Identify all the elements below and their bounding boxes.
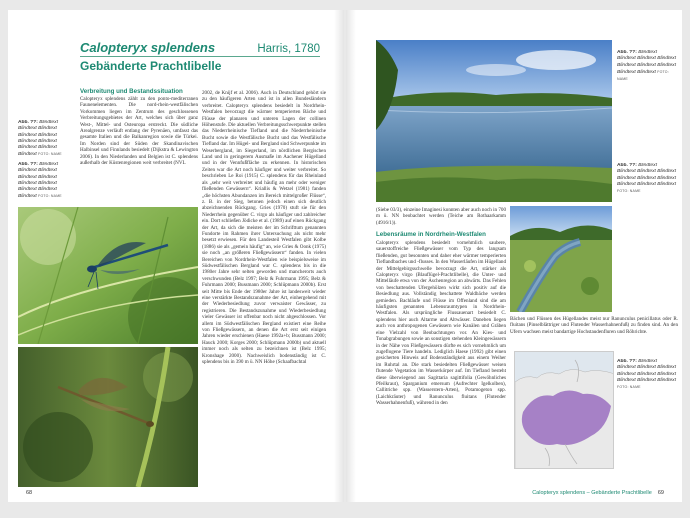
page-footer-left [26,490,32,496]
paragraph-side: Bächen und Flüssen des Hügellandes meist nur Ranunculus penicillatus oder R. fluitans (Pinselblättriger und Flutender Wasserhahnenfuß) zu finden sind. An den Ufern wachsen meist bandartige Hochstaudenfluren und Röhrichte. [510,316,678,335]
paragraph-distribution: Calopteryx splendens zählt zu den ponto-mediterranen Faunenelementen. Die nord-rhein-westfälischen Vorkommen liegen im Zentrum des geschlossenen Verbreitungsgebietes der Art, welches sich über ganz West-, Mittel- und Osteuropa erstreckt. Die südliche Arealgrenze verläuft entlang der Pyrenäen, umfasst das gesamte Italien und die Balkanregion sowie die Türkei. Im Norden sind der Süden der Skandinavischen Halbinsel und Finnlands besiedelt (Dijkstra & Lewington 2006). In den Niederlanden und Belgien ist C. splendens außerhalb der Küstenregionen weit verbreitet (NVL [80,96,198,167]
photo-damselfly-grass [18,207,198,344]
body-column-2 [202,90,326,486]
damselfly-grass-image [18,207,198,344]
photo-damselfly-stem [18,347,198,487]
gutter-shadow [334,10,344,502]
title-block [80,40,320,73]
page-number: 68 [26,490,33,496]
side-text [510,316,678,346]
distribution-map [514,351,614,469]
stream-meadow-image [510,206,612,312]
page-footer-right [532,490,664,496]
europe-map-image [515,352,614,469]
river-landscape-image [376,40,612,202]
intro-text [376,207,506,229]
caption-text: Blindtext Blindtext Blindtext Blindtext Blindtext Blindtext Blindtext Blindtext Blindtext Blindtext [18,162,58,200]
caption-label: Abb. ??: [18,120,38,125]
left-page [8,10,344,502]
figure-caption-2 [18,162,76,202]
photo-credit: FOTO: NAME [617,189,641,194]
caption-label: Abb. ??: [617,163,637,168]
photo-credit: FOTO: NAME [38,194,62,199]
section-heading-habitats: Lebensräume in Nordrhein-Westfalen [376,231,486,238]
photo-credit: FOTO: NAME [617,69,669,82]
caption-label: Abb. ??: [617,50,637,55]
photo-river-landscape [376,40,612,202]
caption-label: Abb. ??: [18,162,38,167]
gutter-shadow [346,10,356,502]
page-number: 69 [657,490,664,496]
caption-text: Blindtext Blindtext Blindtext Blindtext Blindtext Blindtext Blindtext Blindtext Blindtext [617,50,676,75]
footer-title: Calopteryx splendens – Gebänderte Prachtlibelle [532,490,652,496]
section-heading-distribution: Verbreitung und Bestandssituation [80,88,183,95]
caption-text: Blindtext Blindtext Blindtext Blindtext Blindtext Blindtext Blindtext Blindtext Blindtext Blindtext [617,359,676,383]
common-name: Gebänderte Prachtlibelle [80,59,222,73]
caption-text: Blindtext Blindtext Blindtext Blindtext Blindtext Blindtext Blindtext Blindtext Blindtext Blindtext [617,163,676,187]
paragraph-habitats: Calopteryx splendens besiedelt vornehmlich saubere, sauerstoffreiche Fließgewässer vom Typ des langsam fließenden, gut besonnten und daher eher wärmer temperierten Tieflandbaches und -flusses. In den Wasserläufen im Hügelland der Mittelgebirgsschwelle bevorzugt die Art, stärker als Calopteryx virgo (Blauflügel-Prachtlibelle), die Unter- und Mittelläufe etwa von der Äschenregion an abwärts. Das Fehlen von beschattenden Ufergehölzen wirkt sich positiv auf die Besiedlung aus. Vollständig beschattete Waldbäche werden gemieden. Bachläufe und Flüsse im Offenland sind die am häufigsten genannten Lebensraumtypen in Nordrhein-Westfalen. Als ursprüngliche Flussauenart besiedelt C. splendens hier auch Altarme und Altwässer. Daneben liegen auch von anthropogenen Gewässern wie Kanälen und Gräben eine Vielzahl von Beobachtungen vor. An Kies- und Tonabgrabungen sowie an sonstigen stehenden Kleingewässern in der Nähe von Fließgewässern dürfte es sich vornehmlich um zugeflogene Tiere handeln. Lediglich Haese (1992) gibt einen gesicherten Hinweis auf Bodenständigkeit aus einem Weiher im Ruhrtal an. Die stark besiedelten Fließgewässer weisen flutende Vegetation im Wasserkörper auf. Im Tiefland besteht diese überwiegend aus Sagittaria sagittifolia (Gewöhnliches Pfeilkraut), Sparganium emersum (Aufrechter Igelkolben), Callitriche spp. (Wasserstern-Arten), Potamogeton spp. (Laichkräuter) und Ranunculus fluitans (Flutender Wasserhahnenfuß), während in den [376,240,506,407]
photo-stream-meadow [510,206,612,312]
photo-credit: FOTO: NAME [38,152,62,157]
figure-caption-1 [617,50,677,90]
photo-credit: FOTO: NAME [617,385,641,390]
species-name: Calopteryx splendens [80,40,216,55]
damselfly-stem-image [18,347,198,487]
figure-caption-3 [617,359,677,399]
title-row [80,40,320,57]
paragraph-intro: (Siebe 03/3), einzeine Imaginesi konnten aber auch noch in 700 m ü. NN beobachtet werden (Teiche am Rothaarkamm (4916/1)). [376,207,506,226]
paragraph-distribution-continued: 2002, de Knijf et al. 2006). Auch in Deutschland gehört sie zu den häufigeren Arten und ist in allen Bundesländern verbreitet. Calopteryx splendens besiedelt in Nordrhein-Westfalen bevorzugt die wärmer temperierten Bäche und Flüsse der planaren und unteren Lagen der collinen Höhenstufe. Die aktuellen Verbreitungsschwerpunkte stellen das Niederrheinische Tiefland und die Niederrheinische Bucht sowie die Westfälische Bucht und das Westfälische Tiefland dar. Im Hügel- und Bergland sind Schwerpunkte im Weserbergland, im Siegerland, im nördlichen Bergischen Land und in geringerem Ausmaße im Aachener Hügelland und in der Vennfußfläche zu erkennen. In historischen Zeiten war die Art noch häufiger und weiter verbreitet. So beschrieben Le Roi (1915) C. splendens für das Rheinland als „sehr weit verbreitet und häufig an mehr oder weniger fließenden Gewässern“. Kriallis & Wetzel (1981) fanden „die höchsten Abundanzen im Bereich mittelgroßer Flüsse“, z. B. in der Sieg, betonen jedoch einen sich deutlich abzeichnenden Rückgang. Gries (1970) stuft sie für den Niederrhein gegenüber C. virgo als häufiger und zahlreicher ein. Dort schließen Jödicke et al. (1989) auf einen Rückgang der Art, da sich die meisten der im Schrifttum genannten Fundorte im Rahmen ihrer Untersuchung als nicht mehr besetzt erwiesen. Für den Landesteil Westfalen gibt Kolbe (1886) sie als „gemein häufig“ an, wie Gries & Oonk (1975) sie noch „an größeren Fließgewässern“ fanden. In vielen Bereichen von Nordrhein-Westfalen wie beispielsweise im Südwestfälischen Bergland war C. splendens bis in die 1980er Jahre sehr selten geworden und mancherorts auch verschwunden (Belz 1997; Belz & Fuhrmann 1995; Belz & Fuhrmann 2000; Bussmann 2000; Schlüpmann 2000b). Erst seit Mitte bis Ende der 1980er Jahre ist landesweit wieder eine verstärkte Bestandszunahme der Art, einhergehend mit der Wiederbesiedlung zuvor verwaister Gewässer, zu registrieren. Die Bestandszunahme und Wiederbesiedlung vieler Gewässer ist offenbar noch nicht abgeschlossen. Vor allem im Südwestfälischen Bergland existiert eine Reihe von Fließgewässern, an denen die Art erst seit einigen Jahren wieder erschienen (Haese 1992a+b; Bussmann 2000; Hauck 2000; Korges 2000; Schlüpmann 2000b) und aktuell immer noch als selten zu bezeichnen ist (Belz 1995; Kronshage 2000). Nachweislich bodenständig ist C. splendens bis in 390 m ü. NN Höhe (Schaafbachtal [202,90,326,366]
figure-caption-2 [617,163,677,203]
body-column-1 [80,96,198,204]
caption-label: Abb. ??: [617,359,637,364]
right-page [346,10,682,502]
figure-caption-1 [18,120,76,160]
species-author: Harris, 1780 [257,43,320,55]
body-column-habitats [376,240,506,488]
caption-text: Blindtext Blindtext Blindtext Blindtext Blindtext Blindtext Blindtext Blindtext Blindtext Blindtext [18,120,58,158]
